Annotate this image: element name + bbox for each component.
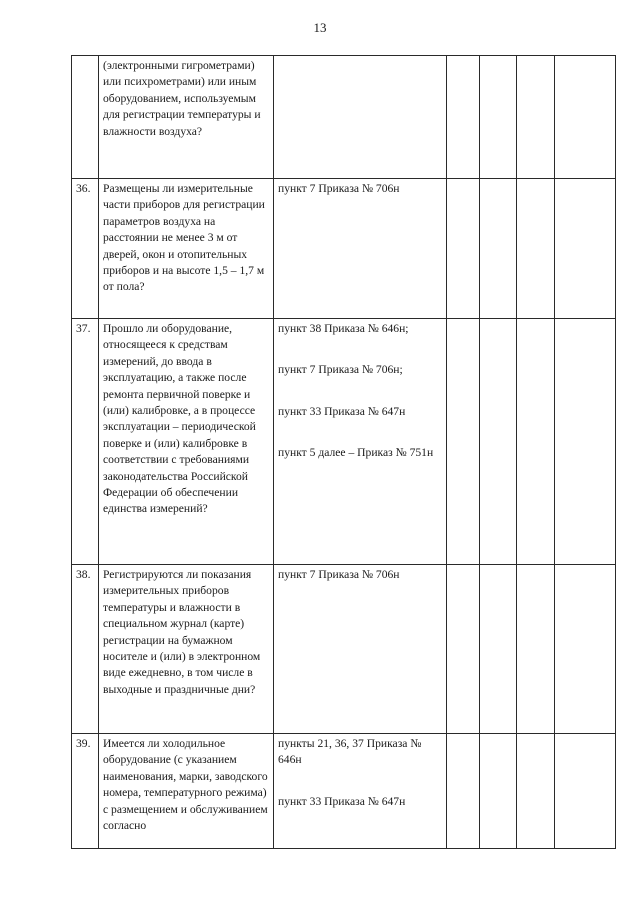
answer-cell-yes[interactable] [447, 56, 480, 179]
answer-cell-no[interactable] [480, 179, 517, 319]
reference-line: пункт 7 Приказа № 706н [278, 568, 400, 581]
row-number: 37. [72, 319, 99, 565]
notes-cell[interactable] [555, 56, 616, 179]
notes-cell[interactable] [555, 179, 616, 319]
answer-cell-na[interactable] [517, 56, 555, 179]
reference-line: пункт 38 Приказа № 646н; [278, 322, 409, 335]
question-cell: (электронными гигрометрами) или психрометрами) или иным оборудованием, используемым для регистрации температуры и влажности воздуха? [99, 56, 274, 179]
notes-cell[interactable] [555, 565, 616, 734]
answer-cell-na[interactable] [517, 734, 555, 849]
notes-cell[interactable] [555, 319, 616, 565]
answer-cell-no[interactable] [480, 734, 517, 849]
answer-cell-na[interactable] [517, 565, 555, 734]
notes-cell[interactable] [555, 734, 616, 849]
reference-cell [274, 179, 447, 319]
reference-cell [274, 56, 447, 179]
question-cell: Размещены ли измерительные части приборов для регистрации параметров воздуха на расстоянии не менее 3 м от дверей, окон и отопительных приборов и на высоте 1,5 – 1,7 м от пола? [99, 179, 274, 319]
reference-line: пункт 7 Приказа № 706н [278, 182, 400, 195]
question-cell: Регистрируются ли показания измерительных приборов температуры и влажности в специальном журнал (карте) регистрации на бумажном носителе и (или) в электронном виде ежедневно, в том числе в выходные и праздничные дни? [99, 565, 274, 734]
table-row [72, 56, 616, 179]
page-number: 13 [313, 20, 327, 35]
table-row [72, 319, 616, 565]
answer-cell-yes[interactable] [447, 179, 480, 319]
reference-line: пункты 21, 36, 37 Приказа № 646н [278, 737, 422, 767]
reference-line: пункт 7 Приказа № 706н; [278, 363, 403, 377]
answer-cell-no[interactable] [480, 565, 517, 734]
checklist-table [71, 55, 616, 849]
answer-cell-na[interactable] [517, 319, 555, 565]
reference-cell [274, 734, 447, 849]
row-number: 36. [72, 179, 99, 319]
answer-cell-yes[interactable] [447, 734, 480, 849]
reference-line: пункт 33 Приказа № 647н [278, 794, 406, 808]
table-row [72, 734, 616, 849]
row-number: 38. [72, 565, 99, 734]
answer-cell-no[interactable] [480, 319, 517, 565]
table-row [72, 179, 616, 319]
answer-cell-no[interactable] [480, 56, 517, 179]
answer-cell-yes[interactable] [447, 565, 480, 734]
reference-line: пункт 5 далее – Приказ № 751н [278, 446, 434, 460]
answer-cell-yes[interactable] [447, 319, 480, 565]
answer-cell-na[interactable] [517, 179, 555, 319]
reference-cell [274, 319, 447, 565]
table-row [72, 565, 616, 734]
row-number: 39. [72, 734, 99, 849]
question-cell: Имеется ли холодильное оборудование (с указанием наименования, марки, заводского номера, температурного режима) с размещением и обслуживанием согласно [99, 734, 274, 849]
question-cell: Прошло ли оборудование, относящееся к средствам измерений, до ввода в эксплуатацию, а также после ремонта первичной поверке и (или) калибровке, а в процессе эксплуатации – периодической поверке и (или) калибровке в соответствии с требованиями законодательства Российской Федерации об обеспечении единства измерений? [99, 319, 274, 565]
reference-cell [274, 565, 447, 734]
reference-line: пункт 33 Приказа № 647н [278, 404, 406, 418]
row-number [72, 56, 99, 179]
